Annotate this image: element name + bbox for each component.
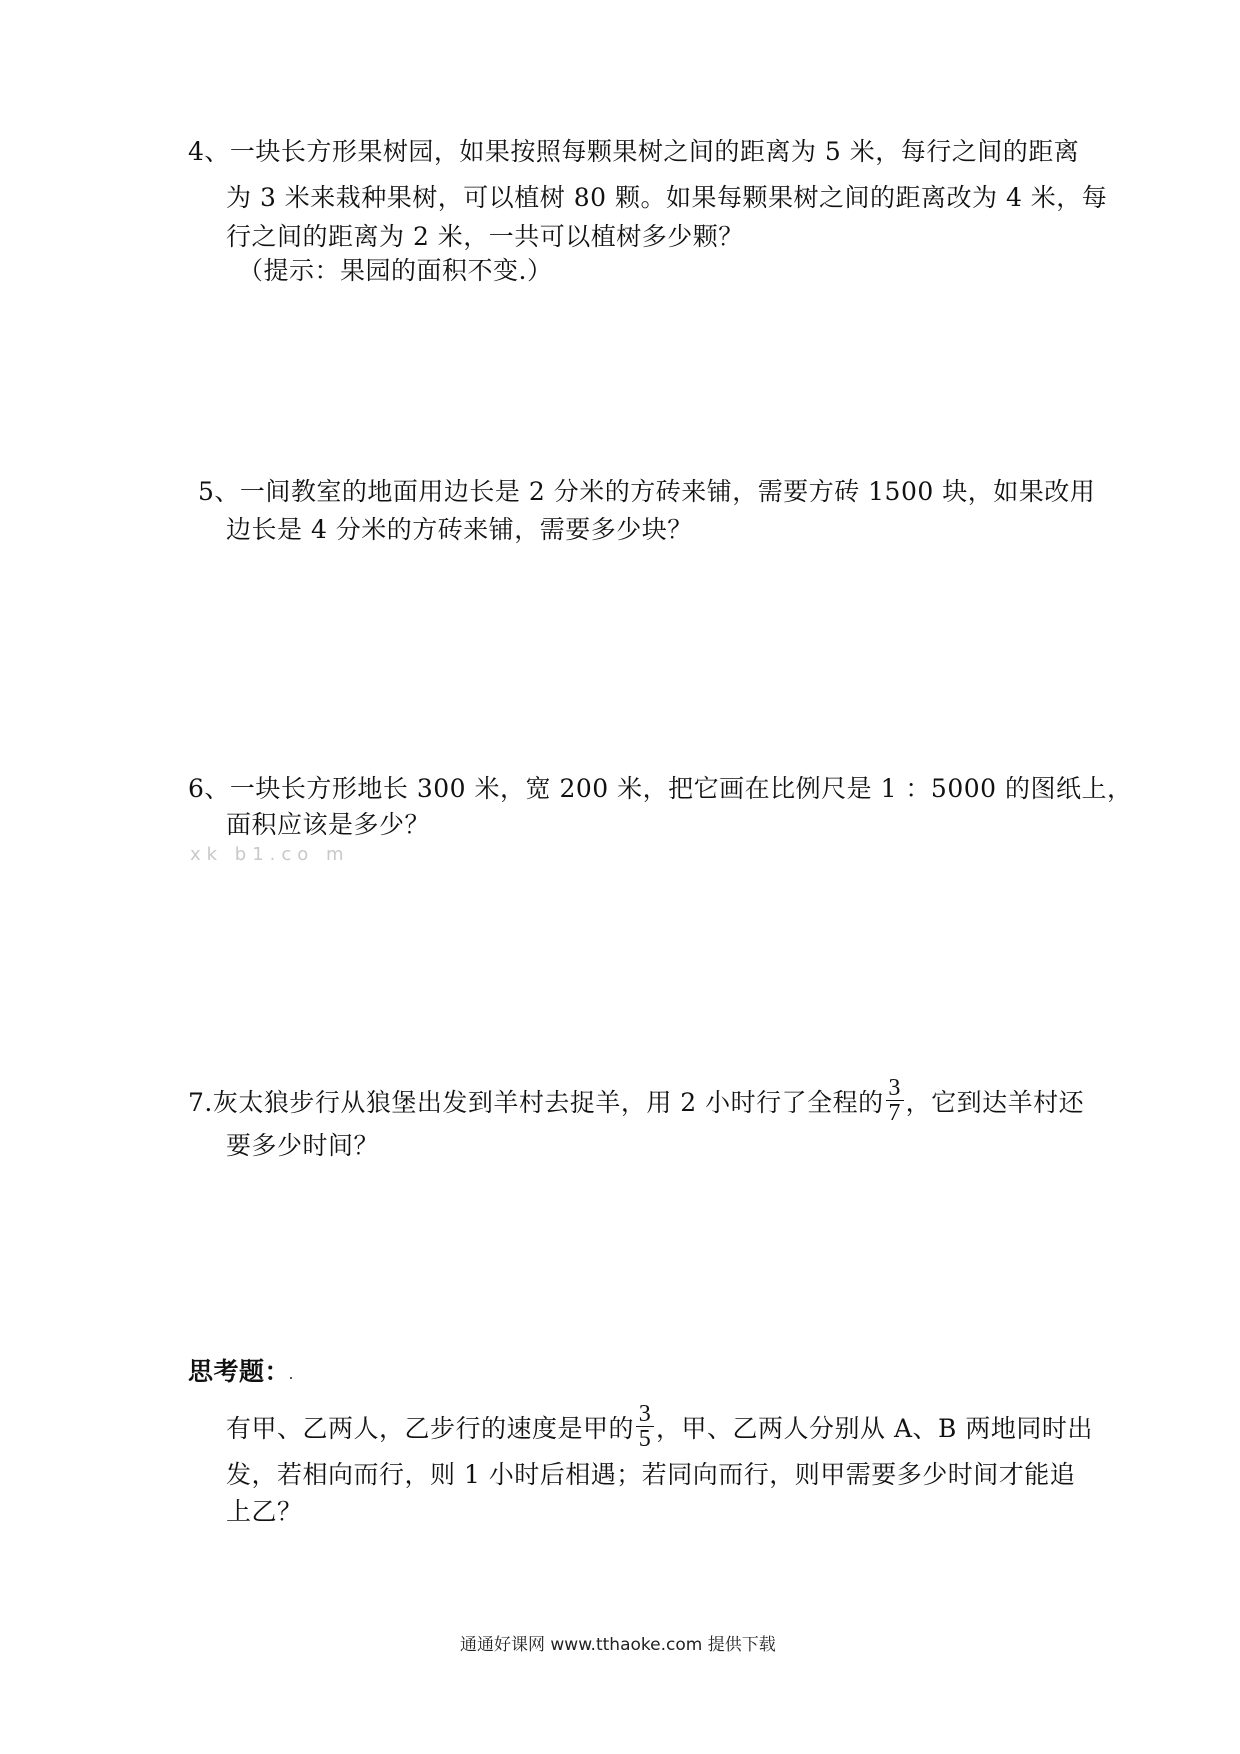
q7-line-2: 要多少时间？ [226, 1131, 380, 1160]
thinking-line-1 [226, 1401, 1093, 1455]
q7-fraction [886, 1076, 904, 1125]
stray-dot [290, 1377, 292, 1379]
q7-text-after: ，它到达羊村还 [905, 1088, 1085, 1117]
q7-fraction-denominator: 7 [888, 1100, 901, 1126]
q4-line-3: 行之间的距离为 2 米，一共可以植树多少颗？ [226, 222, 744, 251]
q7-line-1 [188, 1075, 1085, 1129]
thinking-fraction-denominator: 5 [638, 1426, 652, 1452]
q4-line-2: 为 3 米来栽种果树，可以植树 80 颗。如果每颗果树之间的距离改为 4 米，每 [226, 183, 1108, 212]
q4-hint: （提示：果园的面积不变.） [238, 256, 553, 285]
q4-line-1: 4、一块长方形果树园，如果按照每颗果树之间的距离为 5 米，每行之间的距离 [188, 137, 1080, 166]
q5-line-2: 边长是 4 分米的方砖来铺，需要多少块？ [226, 515, 693, 544]
q5-line-1: 5、一间教室的地面用边长是 2 分米的方砖来铺，需要方砖 1500 块，如果改用 [198, 477, 1096, 506]
q7-text-before: 7.灰太狼步行从狼堡出发到羊村去捉羊，用 2 小时行了全程的 [188, 1088, 884, 1117]
thinking-fraction [636, 1402, 654, 1451]
q6-line-2: 面积应该是多少？ [226, 810, 431, 839]
thinking-text-before: 有甲、乙两人，乙步行的速度是甲的 [226, 1414, 635, 1443]
thinking-text-after: ，甲、乙两人分别从 A、B 两地同时出 [656, 1414, 1093, 1443]
thinking-fraction-numerator: 3 [638, 1401, 652, 1427]
q7-fraction-numerator: 3 [888, 1075, 901, 1101]
thinking-line-3: 上乙？ [226, 1497, 303, 1526]
watermark-text: xk b1.co m [190, 844, 350, 865]
q6-line-1: 6、一块长方形地长 300 米，宽 200 米，把它画在比例尺是 1 ：5000 的图纸上， [188, 774, 1133, 803]
footer-text: 通通好课网 www.tthaoke.com 提供下载 [460, 1635, 776, 1655]
thinking-title: 思考题： [188, 1357, 291, 1386]
thinking-line-2: 发，若相向而行，则 1 小时后相遇；若同向而行，则甲需要多少时间才能追 [226, 1460, 1076, 1489]
